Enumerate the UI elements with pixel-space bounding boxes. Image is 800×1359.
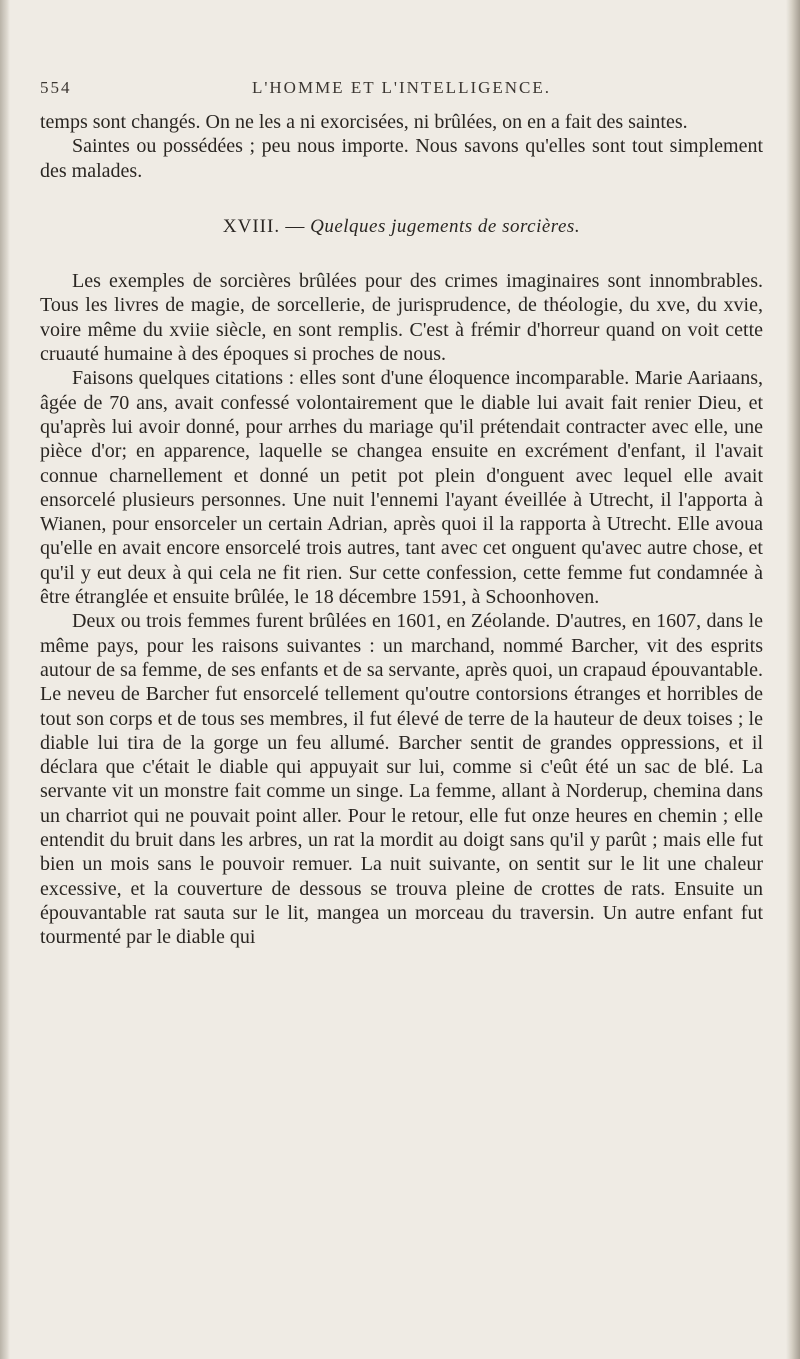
section-numeral: XVIII. bbox=[222, 215, 281, 237]
section-dash: — bbox=[285, 215, 305, 237]
binding-shadow-left bbox=[0, 0, 10, 1359]
paragraph: Saintes ou possédées ; peu nous importe. Nous savons qu'elles sont tout simplement des malades. bbox=[40, 135, 763, 182]
page-header bbox=[40, 78, 763, 102]
paragraph-continuation: temps sont changés. On ne les a ni exorcisées, ni brûlées, on en a fait des saintes. bbox=[40, 111, 688, 133]
page-number: 554 bbox=[40, 78, 72, 97]
page-edge-right bbox=[786, 0, 800, 1359]
running-head: L'HOMME ET L'INTELLIGENCE. bbox=[251, 78, 552, 97]
body-text bbox=[40, 110, 763, 950]
paragraph: Deux ou trois femmes furent brûlées en 1601, en Zéolande. D'autres, en 1607, dans le même pays, pour les raisons suivantes : un marchand, nommé Barcher, vit des esprits autour de sa femme, de ses enfants et de sa servante, après quoi, un crapaud épouvantable. Le neveu de Barcher fut ensorcelé tellement qu'outre contorsions étranges et horribles de tout son corps et de tous ses membres, il fut élevé de terre de la hauteur de deux toises ; le diable lui tira de la gorge un feu allumé. Barcher sentit de grandes oppressions, et il déclara que c'était le diable qui appuyait sur lui, comme si c'eût été un sac de blé. La servante vit un monstre fait comme un singe. La femme, allant à Norderup, chemina dans un charriot qui ne pouvait point aller. Pour le retour, elle fut onze heures en chemin ; elle entendit du bruit dans les arbres, un rat la mordit au doigt sans qu'il y parût ; mais elle fut bien un mois sans le pouvoir remuer. La nuit suivante, on sentit sur le lit une chaleur excessive, et la couverture de dessous se trouva pleine de crottes de rats. Ensuite un épouvantable rat sauta sur le lit, mangea un morceau du traversin. Un autre enfant fut tourmenté par le diable qui bbox=[40, 610, 763, 949]
section-heading bbox=[40, 215, 763, 239]
section-title: Quelques jugements de sorcières. bbox=[310, 215, 581, 237]
paragraph: Faisons quelques citations : elles sont d'une éloquence incomparable. Marie Aariaans, âgée de 70 ans, avait confessé volontairement que le diable lui avait fait renier Dieu, et qu'après lui avoir donné, pour arrhes du mariage qu'il prétendait contracter avec elle, une pièce d'or; en apparence, laquelle se changea ensuite en excrément d'enfant, il l'avait connue charnellement et donné un petit pot plein d'onguent avec lequel elle avait ensorcelé plusieurs personnes. Une nuit l'ennemi l'ayant éveillée à Utrecht, il l'apporta à Wianen, pour ensorceler un certain Adrian, après quoi il la rapporta à Utrecht. Elle avoua qu'elle en avait encore ensorcelé trois autres, tant avec cet onguent qu'avec autre chose, et qu'il y eut deux à qui cela ne fit rien. Sur cette confession, cette femme fut condamnée à être étranglée et ensuite brûlée, le 18 décembre 1591, à Schoonhoven. bbox=[40, 367, 763, 609]
paragraph: Les exemples de sorcières brûlées pour des crimes imaginaires sont innombrables. Tous les livres de magie, de sorcellerie, de jurisprudence, de théologie, du xve, du xvie, voire même du xviie siècle, en sont remplis. C'est à frémir d'horreur quand on voit cette cruauté humaine à des époques si proches de nous. bbox=[40, 270, 763, 366]
